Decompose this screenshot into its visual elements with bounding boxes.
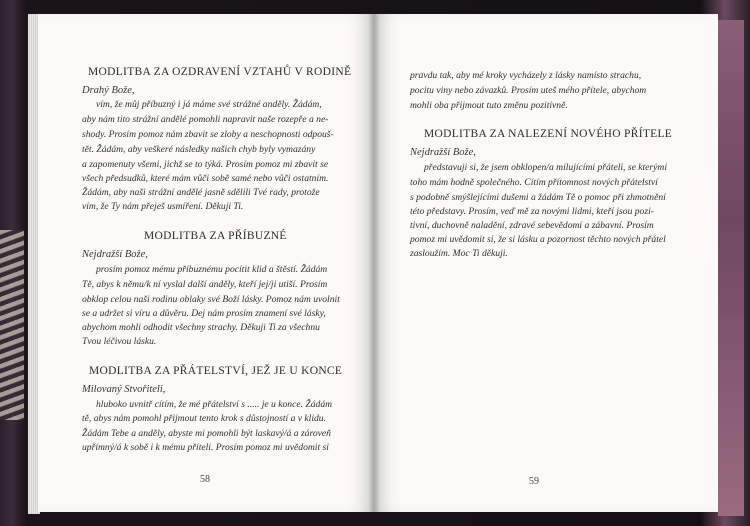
left-s1-line: vím, že Ty nám přeješ usmíření. Děkuji Ti. — [82, 201, 244, 212]
page-number-right: 59 — [529, 476, 539, 487]
left-heading-1: MODLITBA ZA OZDRAVENÍ VZTAHŮ V RODINĚ — [88, 66, 352, 78]
right-s1-line: představuji si, že jsem obklopen/a milujícími přáteli, se kterými — [424, 162, 668, 173]
right-continuation-line: pocitu viny nebo závazků. Prosím uteš mého přítele, abychom — [410, 85, 647, 96]
left-salutation-2: Nejdražší Bože, — [82, 249, 148, 260]
page-number-left: 58 — [200, 474, 210, 485]
left-s1-line: tět. Žádám, aby veškeré následky našich chyb byly vymazány — [82, 144, 316, 155]
right-s1-line: s podobně smýšlejícími dušemi a žádám Tě o pomoc při zhmotnění — [410, 192, 666, 203]
left-s3-line: upřímný/á k sobě i k mému příteli. Prosím pomoz mi uvědomit si — [82, 442, 329, 453]
left-s2-line: Tě, abys k němu/k ní vyslal další anděly, kteří jej/ji utiší. Prosím — [82, 279, 328, 290]
left-s2-line: se a udržet si víru a důvěru. Dej nám prosím znamení své lásky, — [82, 308, 326, 319]
left-salutation-3: Milovaný Stvořiteli, — [82, 384, 166, 395]
left-s1-line: shody. Prosím pomoz nám zbavit se zloby a neschopnosti odpouš- — [82, 129, 334, 140]
right-heading-1: MODLITBA ZA NALEZENÍ NOVÉHO PŘÍTELE — [424, 128, 673, 140]
left-s3-line: hluboko uvnitř cítím, že mé přátelství s ..... je u konce. Žádám — [96, 399, 333, 410]
cover-edge-right — [718, 20, 744, 516]
left-s3-line: Žádám Tebe a anděly, abyste mi pomohli být laskavý/á a zároveň — [82, 428, 331, 439]
left-s2-line: abychom mohli odhodit všechny strachy. Děkuji Ti za všechnu — [82, 322, 320, 333]
right-s1-line: toho mám hodně společného. Cítím přítomnost nových přátelství — [410, 177, 658, 188]
right-salutation-1: Nejdražší Bože, — [410, 147, 476, 158]
left-salutation-1: Drahý Bože, — [82, 85, 135, 96]
cover-edge-left — [0, 230, 24, 420]
left-s2-line: prosím pomoz mému příbuznému pocítit klid a štěstí. Žádám — [96, 264, 328, 275]
left-s2-line: obklop celou naši rodinu oblaky své Boží lásky. Pomoz nám uvolnit — [82, 294, 340, 305]
left-s1-line: všech předsudků, které mám vůči sobě samé nebo vůči ostatním. — [82, 173, 329, 184]
left-s2-line: Tvou léčivou lásku. — [82, 336, 157, 347]
right-s1-line: pomoz mi uvědomit si, že si lásku a pozornost těchto nových přátel — [410, 234, 666, 245]
right-s1-line: tivní, duchovně naladění, zdravé sebevědomí a zábavní. Prosím — [410, 220, 654, 231]
right-s1-line: této představy. Prosím, veď mě za novými lidmi, kteří jsou pozi- — [410, 206, 654, 217]
left-s1-line: aby nám tito strážní andělé pomohli napravit naše rozepře a ne- — [82, 114, 329, 125]
right-continuation-line: mohli oba přijmout tuto změnu pozitivně. — [410, 100, 568, 111]
left-s1-line: a zapomenuty všemi, jichž se to týká. Prosím pomoz mi zbavit se — [82, 159, 329, 170]
left-heading-2: MODLITBA ZA PŘÍBUZNÉ — [144, 230, 287, 242]
left-s1-line: vím, že můj příbuzný i já máme své strážné anděly. Žádám, — [96, 99, 322, 110]
right-continuation-line: pravdu tak, aby mé kroky vycházely z lásky namísto strachu, — [410, 70, 642, 81]
left-s1-line: Žádám, aby naši strážní andělé jasně sdělili Tvé rady, protože — [82, 187, 320, 198]
left-heading-3: MODLITBA ZA PŘÁTELSTVÍ, JEŽ JE U KONCE — [89, 365, 343, 377]
right-s1-line: zasloužím. Moc Ti děkuji. — [410, 248, 508, 259]
book-gutter — [368, 14, 380, 512]
left-s3-line: tě, abys nám pomohl přijmout tento krok s důstojností a v klidu. — [82, 413, 326, 424]
